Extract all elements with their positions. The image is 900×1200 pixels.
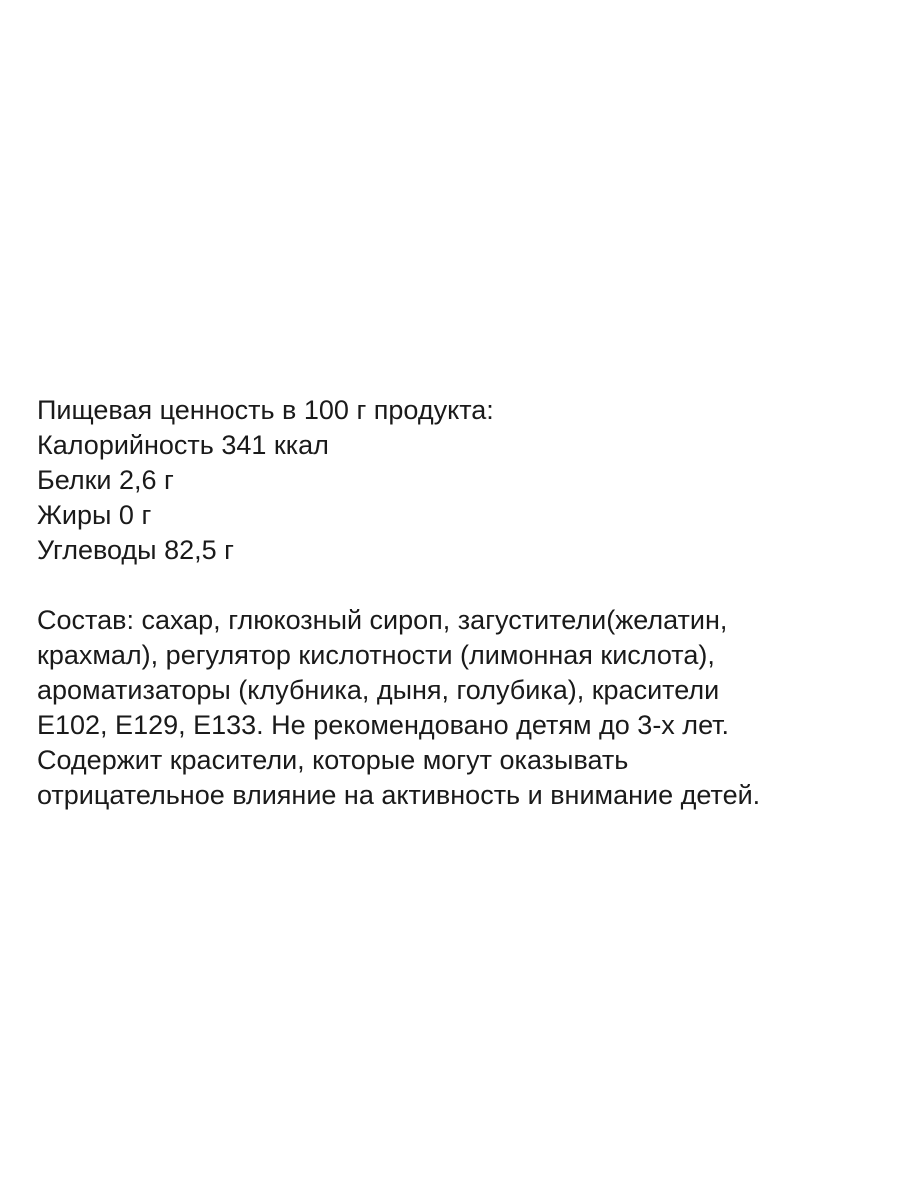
- composition-warning-line: Содержит красители, которые могут оказывать: [37, 745, 629, 775]
- composition-section: [37, 603, 887, 813]
- composition-line: ароматизаторы (клубника, дыня, голубика), красители: [37, 675, 720, 705]
- product-info-text: [37, 393, 887, 813]
- composition-line: Е102, Е129, Е133. Не рекомендовано детям до 3-х лет.: [37, 710, 730, 740]
- nutrition-heading: Пищевая ценность в 100 г продукта:: [37, 395, 494, 425]
- section-spacer: [37, 568, 887, 603]
- composition-line: Состав: сахар, глюкозный сироп, загустители(желатин,: [37, 605, 728, 635]
- nutrition-section: [37, 393, 887, 568]
- nutrition-protein: Белки 2,6 г: [37, 465, 174, 495]
- nutrition-fat: Жиры 0 г: [37, 500, 152, 530]
- composition-warning-line: отрицательное влияние на активность и внимание детей.: [37, 780, 761, 810]
- nutrition-calories: Калорийность 341 ккал: [37, 430, 329, 460]
- nutrition-carbs: Углеводы 82,5 г: [37, 535, 234, 565]
- composition-line: крахмал), регулятор кислотности (лимонная кислота),: [37, 640, 715, 670]
